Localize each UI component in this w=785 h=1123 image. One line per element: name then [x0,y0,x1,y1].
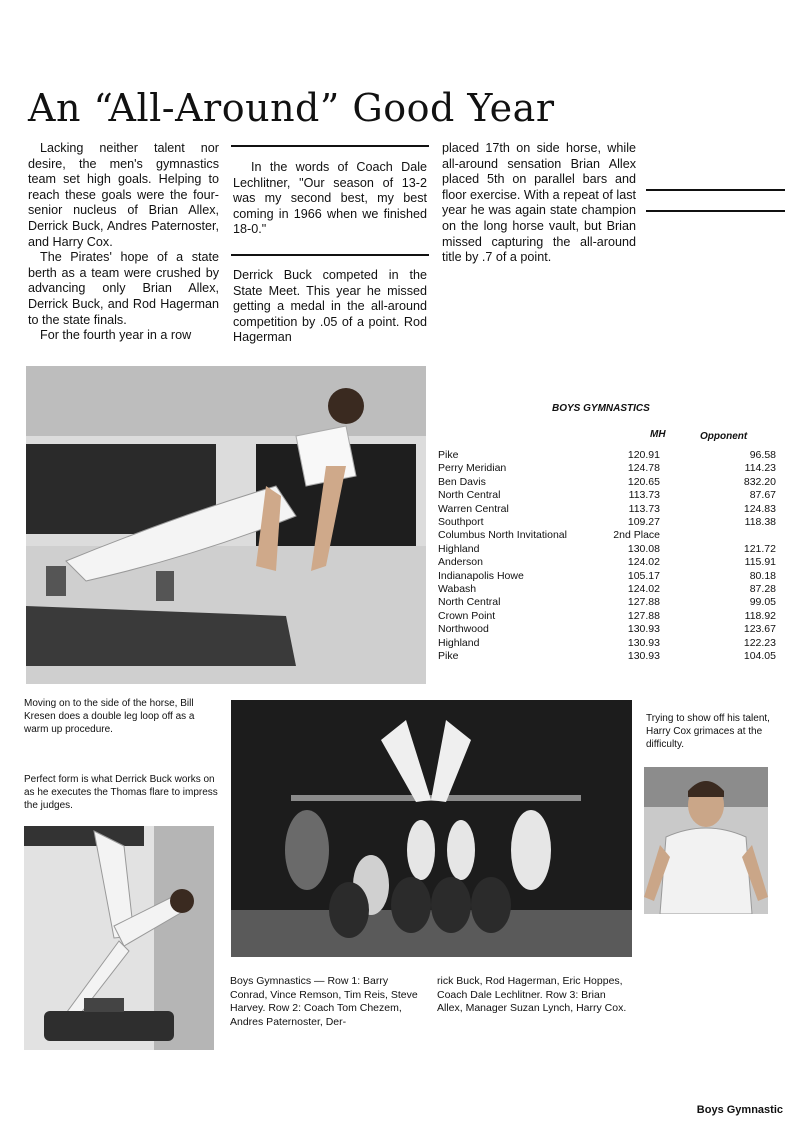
table-title: BOYS GYMNASTICS [552,403,650,414]
table-row [438,476,778,489]
pull-quote: In the words of Coach Dale Lechlitner, "Our season of 13-2 was my second best, my best coming in 1966 when we finished 18-0." [233,160,427,237]
mh-score-cell: 105.17 [627,569,660,582]
caption-cox: Trying to show off his talent, Harry Cox grimaces at the difficulty. [646,713,770,750]
team-name-cell: North Central [438,596,501,609]
paragraph: For the fourth year in a row [40,328,192,343]
team-caption-left: Boys Gymnastics — Row 1: Barry Conrad, Vince Remson, Tim Reis, Steve Harvey. Row 2: Coach Tom Chezem, Andres Paternoster, Der- [230,975,418,1028]
opponent-score-cell: 104.05 [743,650,776,662]
paragraph: The Pirates' hope of a state berth as a team were crushed by advancing only Brian Allex, Derrick Buck, and Rod Hagerman to the state finals. [28,250,219,327]
table-row [438,650,778,663]
team-name-cell: Anderson [438,556,483,569]
table-row [438,596,778,609]
mh-score-cell: 130.08 [627,542,660,555]
side-rule-bottom [646,210,785,212]
table-row [438,583,778,596]
mh-score-cell: 130.93 [627,650,660,662]
derrick-buck-photo [24,826,214,1050]
mh-score-cell: 124.02 [627,583,660,595]
body-column-1 [28,141,219,344]
team-name-cell: North Central [438,489,501,502]
opponent-score-cell: 122.23 [743,636,776,649]
opponent-score-cell: 124.83 [743,502,776,515]
mh-score-cell: 127.88 [627,596,660,609]
table-row [438,462,778,475]
caption-buck: Perfect form is what Derrick Buck works on as he executes the Thomas flare to impress the judges. [24,774,218,811]
team-name-cell: Warren Central [438,502,509,515]
opponent-score-cell: 96.58 [749,449,776,461]
mh-score-cell: 120.91 [627,449,660,461]
table-row [438,623,778,636]
opponent-score-cell: 832.20 [743,475,776,488]
opponent-score-cell: 118.92 [744,609,776,622]
side-rule-top [646,189,785,191]
table-row [438,516,778,529]
team-name-cell: Pike [438,449,459,461]
opponent-score-cell: 118.38 [744,516,776,528]
team-name-cell: Columbus North Invitational [438,529,567,542]
column-header-opponent: Opponent [700,431,748,442]
buck-illustration [24,826,214,1050]
team-name-cell: Pike [438,650,459,662]
opponent-score-cell: 121.72 [743,542,776,555]
cox-illustration [644,767,768,914]
opponent-score-cell: 87.28 [749,583,776,595]
gymnast-illustration [26,366,426,684]
table-row [438,529,778,542]
team-photo [231,700,632,957]
opponent-score-cell: 80.18 [749,569,776,582]
table-row [438,543,778,556]
team-name-cell: Highland [438,542,480,555]
team-name-cell: Indianapolis Howe [438,569,524,582]
mh-score-cell: 124.78 [627,462,660,475]
mh-score-cell: 120.65 [627,475,660,488]
team-illustration [231,700,632,957]
team-name-cell: Southport [438,516,484,528]
page-footer: Boys Gymnastic [696,1104,783,1116]
table-row [438,489,778,502]
team-name-cell: Wabash [438,583,477,595]
opponent-score-cell: 123.67 [743,623,776,636]
table-row [438,637,778,650]
team-caption-right: rick Buck, Rod Hagerman, Eric Hoppes, Coach Dale Lechlitner. Row 3: Brian Allex, Manager Suzan Lynch, Harry Cox. [437,975,627,1014]
table-row [438,610,778,623]
mh-score-cell: 124.02 [627,556,660,569]
table-row [438,556,778,569]
body-column-3: placed 17th on side horse, while all-around sensation Brian Allex placed 5th on parallel bars and floor exercise. With a repeat of last year he was again state champion on the long horse vault, but Brian missed capturing the all-around title by .7 of a point. [442,141,636,265]
opponent-score-cell: 114.23 [744,462,776,475]
mh-score-cell: 109.27 [627,516,660,528]
team-name-cell: Highland [438,636,480,649]
mh-score-cell: 113.73 [628,502,660,515]
quote-rule-top [231,145,429,147]
team-name-cell: Perry Meridian [438,462,507,475]
team-name-cell: Northwood [438,623,489,636]
mh-score-cell: 130.93 [627,636,660,649]
table-row [438,449,778,462]
pommel-horse-photo [26,366,426,684]
quote-rule-bottom [231,254,429,256]
mh-score-cell: 130.93 [627,623,660,636]
results-table [438,403,778,673]
team-name-cell: Ben Davis [438,475,486,488]
opponent-score-cell: 87.67 [749,489,776,502]
mh-score-cell: 127.88 [627,609,660,622]
mh-score-cell: 113.73 [628,489,660,502]
body-column-2: Derrick Buck competed in the State Meet. This year he missed getting a medal in the all-around competition by .05 of a point. Rod Hagerman [233,268,427,345]
column-header-mh: MH [650,429,666,440]
opponent-score-cell: 115.91 [744,556,776,569]
paragraph: Lacking neither talent nor desire, the men's gymnastics team set high goals. Helping to reach these goals were the four-senior nucleus of Brian Allex, Derrick Buck, Andres Paternoster, and Harry Cox. [28,141,219,249]
harry-cox-photo [644,767,768,914]
table-row [438,503,778,516]
caption-kresen: Moving on to the side of the horse, Bill Kresen does a double leg loop off as a warm up procedure. [24,698,195,735]
page-title: An “All-Around” Good Year [28,86,555,130]
table-row [438,570,778,583]
team-name-cell: Crown Point [438,609,496,622]
mh-score-cell: 2nd Place [613,529,660,542]
opponent-score-cell: 99.05 [749,596,776,609]
